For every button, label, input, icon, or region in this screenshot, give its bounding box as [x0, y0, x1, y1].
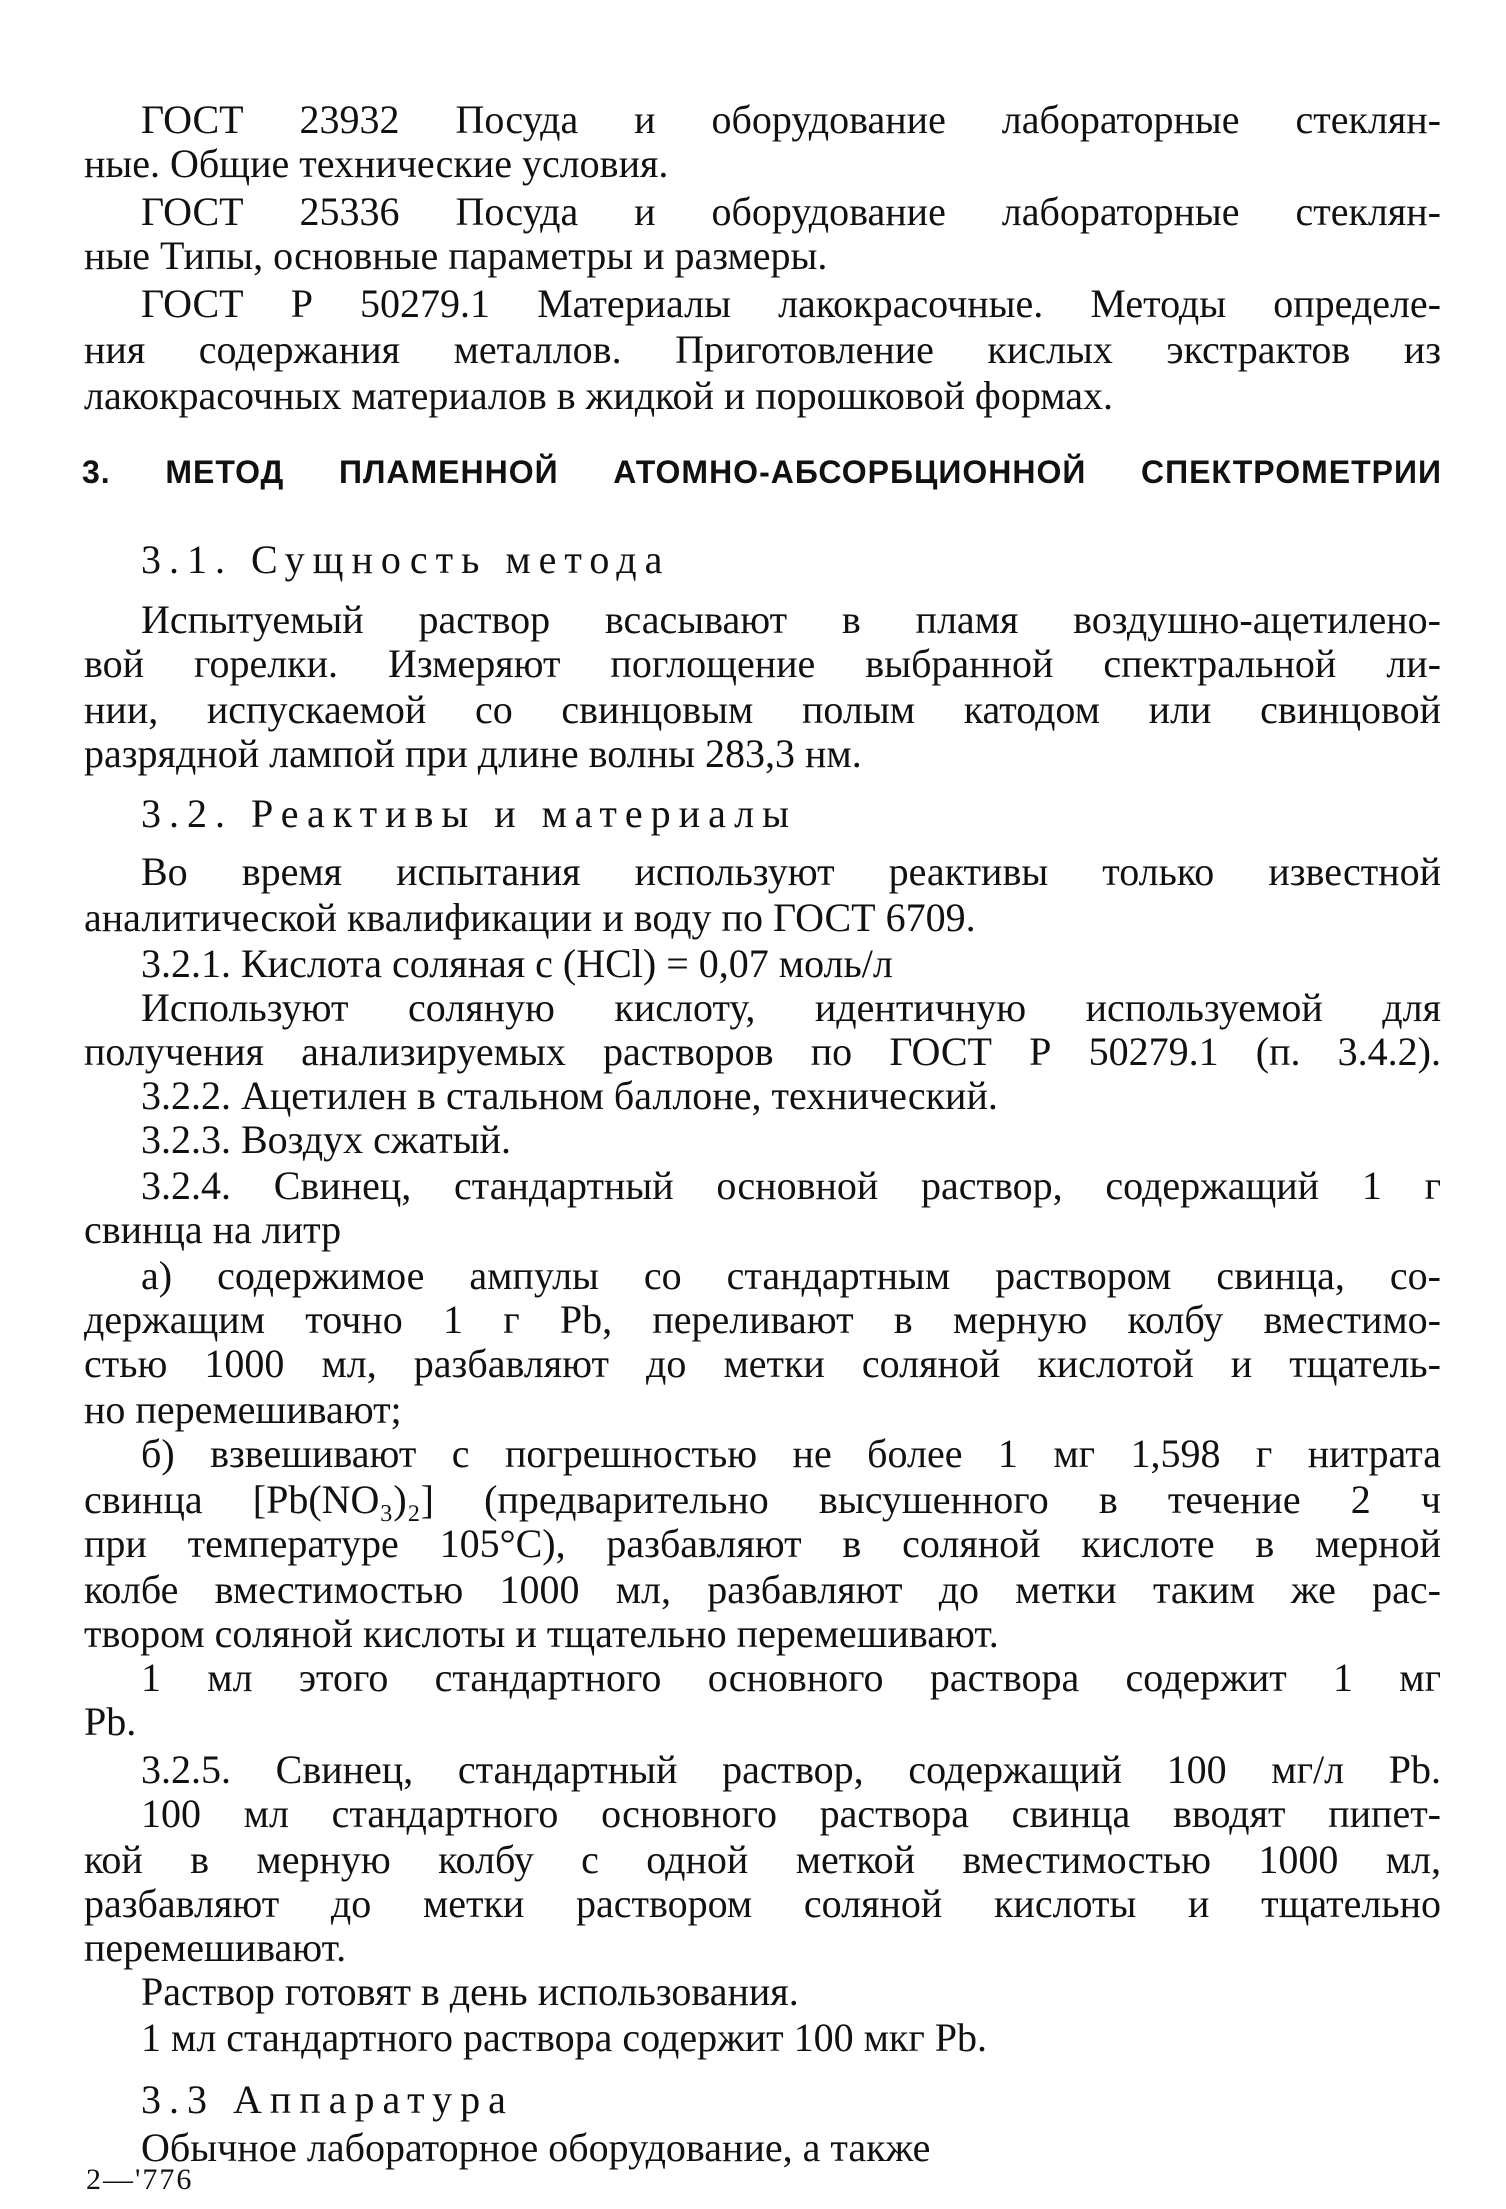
body-line: 3.2.4. Свинец, стандартный основной раствор, содержащий 1 г [141, 1163, 1441, 1208]
reference-line: ГОСТ 25336 Посуда и оборудование лабораторные стеклян- [141, 189, 1441, 234]
body-line: но перемешивают; [84, 1387, 402, 1432]
body-line: 1 мл этого стандартного основного раствора содержит 1 мг [141, 1655, 1441, 1700]
reference-line: ГОСТ Р 50279.1 Материалы лакокрасочные. Методы определе- [141, 281, 1441, 326]
body-line: 3.2.5. Свинец, стандартный раствор, содержащий 100 мг/л Pb. [141, 1747, 1441, 1792]
body-line: получения анализируемых растворов по ГОСТ Р 50279.1 (п. 3.4.2). [84, 1029, 1441, 1074]
section-heading: 3. МЕТОД ПЛАМЕННОЙ АТОМНО-АБСОРБЦИОННОЙ СПЕКТРОМЕТРИИ [82, 454, 1442, 490]
body-line: разбавляют до метки раствором соляной кислоты и тщательно [84, 1881, 1441, 1926]
body-line: вой горелки. Измеряют поглощение выбранной спектральной ли- [84, 641, 1441, 686]
body-line: Испытуемый раствор всасывают в пламя воздушно-ацетилено- [141, 597, 1441, 642]
body-line: держащим точно 1 г Pb, переливают в мерную колбу вместимо- [84, 1297, 1441, 1342]
reference-line: ные Типы, основные параметры и размеры. [84, 233, 828, 278]
reference-line: лакокрасочных материалов в жидкой и порошковой формах. [84, 373, 1114, 418]
reference-line: ния содержания металлов. Приготовление кислых экстрактов из [84, 327, 1441, 372]
body-line: аналитической квалификации и воду по ГОСТ 6709. [84, 895, 976, 940]
body-line: 3.2.1. Кислота соляная c (HCl) = 0,07 моль/л [141, 941, 893, 986]
body-line: б) взвешивают с погрешностью не более 1 мг 1,598 г нитрата [141, 1431, 1441, 1476]
body-line: Обычное лабораторное оборудование, а также [141, 2125, 931, 2170]
body-line: кой в мерную колбу с одной меткой вместимостью 1000 мл, [84, 1837, 1441, 1882]
reference-line: ные. Общие технические условия. [84, 141, 669, 186]
body-line: при температуре 105°С), разбавляют в соляной кислоте в мерной [84, 1521, 1441, 1566]
page-footer-code: 2—'776 [86, 2163, 194, 2196]
body-line: нии, испускаемой со свинцовым полым катодом или свинцовой [84, 687, 1441, 732]
body-line: 3.2. Реактивы и материалы [141, 791, 798, 836]
body-line: 3.1. Сущность метода [141, 537, 671, 582]
body-line: 3.2.3. Воздух сжатый. [141, 1117, 511, 1162]
body-line: 1 мл стандартного раствора содержит 100 мкг Pb. [141, 2015, 988, 2060]
body-line: 3.2.2. Ацетилен в стальном баллоне, технический. [141, 1073, 998, 1118]
body-line: стью 1000 мл, разбавляют до метки соляной кислотой и тщатель- [84, 1341, 1441, 1386]
body-line: свинца [Pb(NO₃)₂] (предварительно высушенного в течение 2 ч [84, 1477, 1441, 1522]
body-line: Раствор готовят в день использования. [141, 1969, 799, 2014]
body-line: а) содержимое ампулы со стандартным раствором свинца, со- [141, 1253, 1441, 1298]
body-line: разрядной лампой при длине волны 283,3 нм. [84, 731, 862, 776]
body-line: перемешивают. [84, 1925, 347, 1970]
body-line: 100 мл стандартного основного раствора свинца вводят пипет- [141, 1791, 1441, 1836]
body-line: Во время испытания используют реактивы только известной [141, 849, 1441, 894]
body-line: Pb. [84, 1699, 137, 1744]
body-line: 3.3 Аппаратура [141, 2077, 514, 2122]
body-line: свинца на литр [84, 1207, 342, 1252]
body-line: твором соляной кислоты и тщательно перемешивают. [84, 1611, 999, 1656]
body-line: Используют соляную кислоту, идентичную используемой для [141, 985, 1441, 1030]
body-line: колбе вместимостью 1000 мл, разбавляют до метки таким же рас- [84, 1567, 1441, 1612]
reference-line: ГОСТ 23932 Посуда и оборудование лабораторные стеклян- [141, 97, 1441, 142]
